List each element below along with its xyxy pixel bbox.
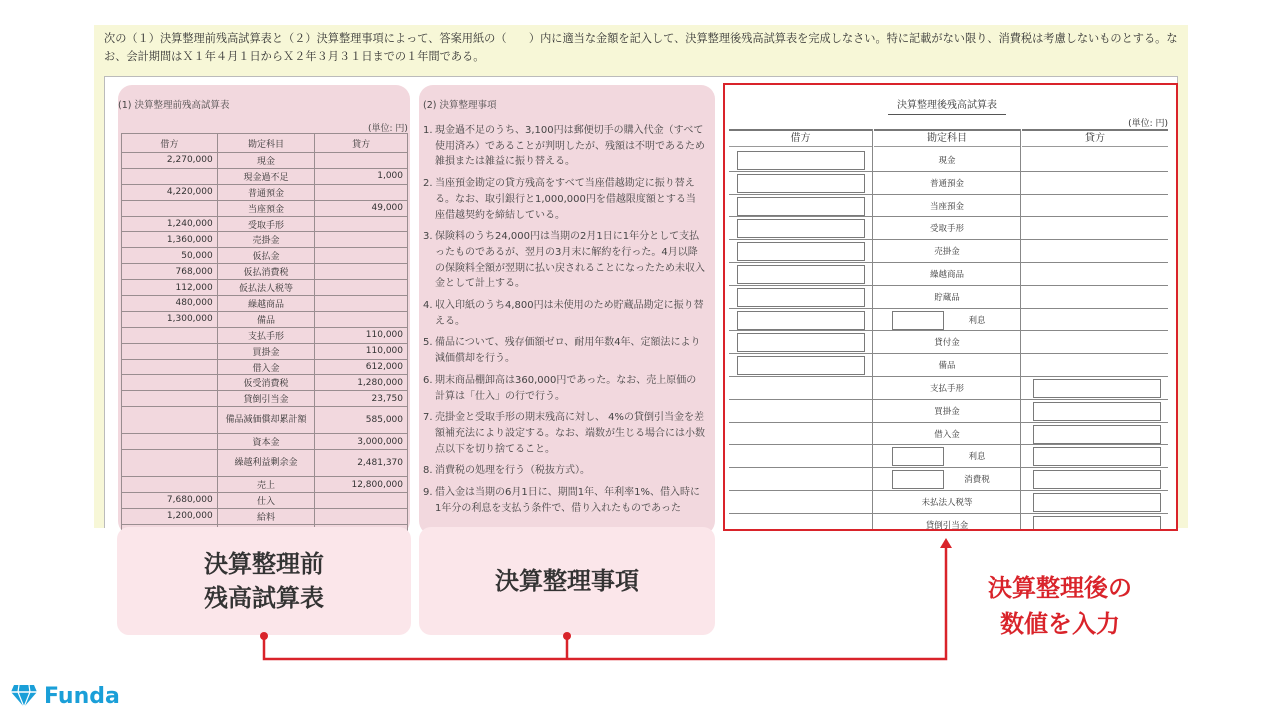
tb-debit-cell: 7,680,000 <box>122 493 218 509</box>
tb-account-cell: 普通預金 <box>217 184 314 200</box>
caption-adjustments-text: 決算整理事項 <box>495 567 639 595</box>
tb-debit-cell: 50,000 <box>122 248 218 264</box>
funda-diamond-icon <box>10 683 38 709</box>
list-item <box>423 176 705 223</box>
adjustments-title: (2) 決算整理事項 <box>423 100 497 111</box>
list-item-number: 7. <box>423 412 433 424</box>
list-item <box>423 229 705 292</box>
answer-account-label: 消費税 <box>964 475 990 486</box>
list-item-text: 収入印紙のうち4,800円は未使用のため貯蔵品勘定に振り替える。 <box>435 300 704 327</box>
table-row <box>122 296 408 312</box>
table-row <box>122 434 408 450</box>
tb-credit-cell <box>315 248 408 264</box>
trial-balance-unit: (単位: 円) <box>368 124 408 134</box>
tb-account-cell: 売掛金 <box>217 232 314 248</box>
list-item-number: 1. <box>423 125 433 136</box>
tb-debit-cell: 1,360,000 <box>122 232 218 248</box>
tb-debit-cell: 1,240,000 <box>122 216 218 232</box>
answer-account-label: 貸倒引当金 <box>925 520 969 531</box>
answer-debit-input[interactable] <box>737 311 865 330</box>
tb-credit-cell <box>315 232 408 248</box>
answer-account-label: 当座預金 <box>929 201 964 212</box>
table-row <box>122 311 408 327</box>
trial-balance-title: (1) 決算整理前残高試算表 <box>118 100 230 111</box>
brand-name: Funda <box>44 683 120 709</box>
list-item-number: 4. <box>423 300 433 312</box>
tb-credit-cell <box>315 264 408 280</box>
tb-credit-cell: 49,000 <box>315 200 408 216</box>
answer-account-label: 支払手形 <box>929 384 964 394</box>
table-row <box>122 508 408 524</box>
table-row <box>122 232 408 248</box>
answer-title: 決算整理後残高試算表 <box>888 96 1006 115</box>
tb-debit-cell <box>122 391 218 407</box>
tb-credit-cell <box>315 296 408 312</box>
answer-account-label: 備品 <box>938 361 956 372</box>
tb-debit-cell <box>122 407 218 434</box>
tb-credit-cell <box>315 153 408 169</box>
tb-header-credit: 貸方 <box>315 134 408 153</box>
answer-header-account: 勘定科目 <box>874 129 1020 147</box>
answer-account-label: 繰越商品 <box>929 270 964 280</box>
answer-debit-input[interactable] <box>737 265 865 284</box>
tb-account-cell: 仮払法人税等 <box>217 280 314 296</box>
answer-credit-input[interactable] <box>1033 425 1161 444</box>
answer-account-label: 現金 <box>938 156 956 166</box>
table-row <box>122 493 408 509</box>
tb-debit-cell: 2,270,000 <box>122 153 218 169</box>
answer-debit-input[interactable] <box>737 288 865 307</box>
list-item <box>423 123 705 170</box>
tb-debit-cell <box>122 477 218 493</box>
list-item-number: 3. <box>423 231 433 243</box>
table-row <box>122 216 408 232</box>
tb-debit-cell: 112,000 <box>122 280 218 296</box>
answer-credit-input[interactable] <box>1033 493 1161 512</box>
tb-credit-cell <box>315 493 408 509</box>
tb-account-cell: 貸倒引当金 <box>217 391 314 407</box>
answer-debit-input[interactable] <box>737 219 865 238</box>
tb-debit-cell: 1,300,000 <box>122 311 218 327</box>
tb-debit-cell <box>122 200 218 216</box>
list-item <box>423 463 705 479</box>
tb-credit-cell: 2,481,370 <box>315 450 408 477</box>
list-item-text: 保険料のうち24,000円は当期の2月1日に1年分として支払ったものであるが、翌月の3月末に解約を行った。4月以降の保険料全額が翌期に払い戻されることになったため未収入金として計上する。 <box>435 231 705 290</box>
list-item <box>423 485 705 516</box>
trial-balance-table <box>121 133 408 541</box>
tb-account-cell: 仕入 <box>217 493 314 509</box>
tb-account-cell: 現金過不足 <box>217 168 314 184</box>
tb-account-cell: 仮払消費税 <box>217 264 314 280</box>
tb-debit-cell <box>122 450 218 477</box>
answer-debit-input[interactable] <box>737 151 865 170</box>
answer-unit: (単位: 円) <box>1128 119 1168 129</box>
list-item-text: 期末商品棚卸高は360,000円であった。なお、売上原価の計算は「仕入」の行で行う。 <box>435 374 697 402</box>
answer-debit-input[interactable] <box>737 242 865 261</box>
tb-debit-cell: 768,000 <box>122 264 218 280</box>
answer-account-label: 受取手形 <box>929 224 964 235</box>
list-item <box>423 335 705 366</box>
answer-account-label: 売掛金 <box>934 247 960 258</box>
table-row <box>122 327 408 343</box>
list-item-number: 5. <box>423 337 433 349</box>
tb-credit-cell: 23,750 <box>315 391 408 407</box>
answer-account-label: 普通預金 <box>929 178 964 189</box>
tb-account-cell: 借入金 <box>217 359 314 375</box>
caption-trial-balance-text: 決算整理前 残高試算表 <box>204 550 324 612</box>
table-row <box>122 343 408 359</box>
tb-credit-cell <box>315 508 408 524</box>
table-row <box>122 375 408 391</box>
instruction-text: 次の（１）決算整理前残高試算表と（２）決算整理事項によって、答案用紙の（ ）内に適当な金額を記入して、決算整理後残高試算表を完成しなさい。特に記載がない限り、消費税は考慮しないものとする。なお、会計期間はＸ１年４月１日からＸ２年３月３１日までの１年間である。 <box>104 32 1178 63</box>
tb-debit-cell: 4,220,000 <box>122 184 218 200</box>
tb-account-cell: 備品減価償却累計額 <box>217 407 314 434</box>
list-item-number: 2. <box>423 178 433 190</box>
tb-account-cell: 繰越利益剰余金 <box>217 450 314 477</box>
table-row <box>122 450 408 477</box>
table-row <box>122 359 408 375</box>
answer-credit-input[interactable] <box>1033 516 1161 531</box>
tb-account-cell: 給料 <box>217 508 314 524</box>
answer-account-label: 貸付金 <box>934 338 960 349</box>
answer-debit-input[interactable] <box>737 333 865 352</box>
list-item-text: 備品について、残存価額ゼロ、耐用年数4年、定額法により減価償却を行う。 <box>435 337 701 365</box>
tb-account-cell: 当座預金 <box>217 200 314 216</box>
tb-account-cell: 買掛金 <box>217 343 314 359</box>
caption-adjustments <box>419 527 715 635</box>
answer-sheet <box>723 83 1178 531</box>
table-row <box>122 153 408 169</box>
adjustments-list <box>423 123 705 522</box>
tb-account-cell: 備品 <box>217 311 314 327</box>
answer-debit-input[interactable] <box>737 197 865 216</box>
answer-credit-input[interactable] <box>1033 447 1161 466</box>
answer-account-prefix-input[interactable] <box>892 470 944 489</box>
list-item-number: 8. <box>423 465 433 477</box>
table-row <box>122 391 408 407</box>
tb-debit-cell <box>122 434 218 450</box>
tb-account-cell: 現金 <box>217 153 314 169</box>
table-row <box>122 477 408 493</box>
list-item <box>423 298 705 329</box>
tb-debit-cell <box>122 343 218 359</box>
tb-account-cell: 売上 <box>217 477 314 493</box>
table-row <box>122 200 408 216</box>
answer-account-prefix-input[interactable] <box>892 447 944 466</box>
tb-header-debit: 借方 <box>122 134 218 153</box>
list-item-number: 9. <box>423 487 433 499</box>
answer-account-label: 利息 <box>968 315 986 326</box>
tb-account-cell: 受取手形 <box>217 216 314 232</box>
tb-credit-cell <box>315 184 408 200</box>
answer-header-debit: 借方 <box>729 129 872 147</box>
tb-credit-cell <box>315 216 408 232</box>
list-item <box>423 373 705 404</box>
answer-debit-input[interactable] <box>737 174 865 193</box>
tb-debit-cell <box>122 168 218 184</box>
answer-header-credit: 貸方 <box>1022 129 1168 147</box>
answer-account-label: 買掛金 <box>934 406 960 417</box>
tb-credit-cell: 110,000 <box>315 343 408 359</box>
tb-debit-cell <box>122 359 218 375</box>
table-row <box>122 264 408 280</box>
caption-trial-balance <box>117 527 411 635</box>
list-item-text: 借入金は当期の6月1日に、期間1年、年利率1%、借入時に1年分の利息を支払う条件で、借り入れたものであった <box>435 487 700 514</box>
tb-credit-cell: 110,000 <box>315 327 408 343</box>
table-row <box>122 280 408 296</box>
list-item-text: 売掛金と受取手形の期末残高に対し、 4%の貸倒引当金を差額補充法により設定する。なお、端数が生じる場合には小数点以下を切り捨てること。 <box>435 412 705 455</box>
tb-debit-cell: 1,200,000 <box>122 508 218 524</box>
table-row <box>122 168 408 184</box>
answer-account-label: 未払法人税等 <box>921 498 973 508</box>
tb-credit-cell: 12,800,000 <box>315 477 408 493</box>
tb-credit-cell <box>315 280 408 296</box>
table-row <box>122 184 408 200</box>
list-item-text: 消費税の処理を行う（税抜方式）。 <box>435 465 590 477</box>
answer-debit-input[interactable] <box>737 356 865 375</box>
tb-debit-cell <box>122 375 218 391</box>
table-row <box>122 407 408 434</box>
tb-credit-cell: 1,000 <box>315 168 408 184</box>
tb-account-cell: 繰越商品 <box>217 296 314 312</box>
list-item-text: 現金過不足のうち、3,100円は郵便切手の購入代金（すべて使用済み）であることが判明したが、残額は不明であるため雑損または雑益に振り替える。 <box>435 125 705 168</box>
tb-credit-cell: 585,000 <box>315 407 408 434</box>
answer-credit-input[interactable] <box>1033 379 1161 398</box>
list-item-number: 6. <box>423 374 433 386</box>
answer-credit-input[interactable] <box>1033 402 1161 421</box>
tb-account-cell: 支払手形 <box>217 327 314 343</box>
table-row <box>122 248 408 264</box>
tb-debit-cell: 480,000 <box>122 296 218 312</box>
tb-credit-cell <box>315 311 408 327</box>
tb-header-account: 勘定科目 <box>217 134 314 153</box>
answer-account-label: 利息 <box>968 452 986 463</box>
tb-debit-cell <box>122 327 218 343</box>
list-item-text: 当座預金勘定の貸方残高をすべて当座借越勘定に振り替える。なお、取引銀行と1,000,000円を借越限度額とする当座借越契約を締結している。 <box>435 178 696 221</box>
list-item <box>423 410 705 457</box>
answer-credit-input[interactable] <box>1033 470 1161 489</box>
answer-account-label: 貯蔵品 <box>934 292 960 303</box>
tb-account-cell: 仮受消費税 <box>217 375 314 391</box>
brand-logo <box>10 683 120 709</box>
tb-account-cell: 資本金 <box>217 434 314 450</box>
answer-account-label: 借入金 <box>934 429 960 440</box>
tb-credit-cell: 1,280,000 <box>315 375 408 391</box>
caption-answer: 決算整理後の 数値を入力 <box>988 574 1132 638</box>
tb-credit-cell: 612,000 <box>315 359 408 375</box>
tb-credit-cell: 3,000,000 <box>315 434 408 450</box>
answer-account-prefix-input[interactable] <box>892 311 944 330</box>
tb-account-cell: 仮払金 <box>217 248 314 264</box>
